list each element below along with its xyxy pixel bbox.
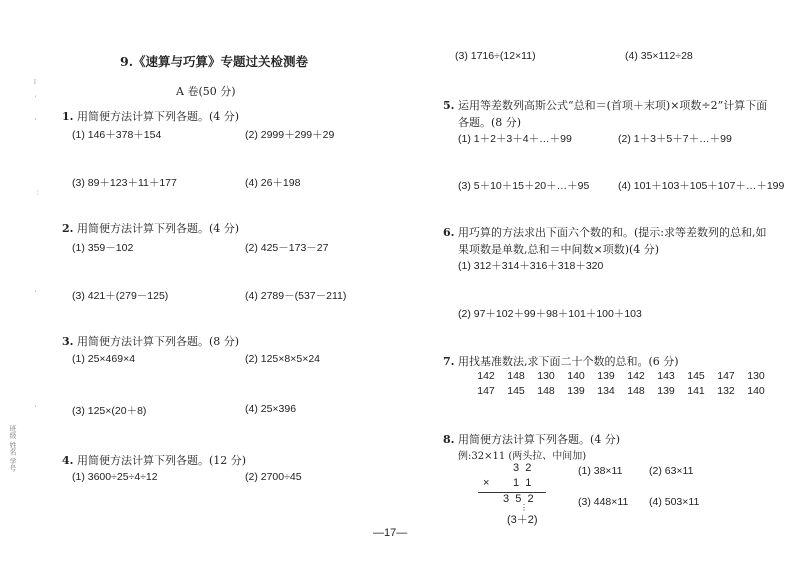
margin-mark: · <box>31 95 39 98</box>
margin-mark: · <box>31 405 39 408</box>
grid-number: 148 <box>507 370 525 382</box>
question-text-cont: 果项数是单数,总和＝中间数×项数)(4 分) <box>458 243 660 256</box>
question-text: 运用等差数列高斯公式“总和＝(首项＋末项)×项数÷2”计算下面 <box>457 99 768 112</box>
grid-number: 147 <box>477 385 495 397</box>
q1-item-2: (2) 2999＋299＋29 <box>245 129 335 141</box>
vertical-carry: (3＋2) <box>507 514 538 526</box>
vertical-op: × <box>483 477 490 489</box>
question-1 <box>62 108 239 124</box>
question-text: 用简便方法计算下列各题。(4 分) <box>76 110 240 123</box>
q3-item-4: (4) 25×396 <box>245 403 297 415</box>
grid-number: 148 <box>537 385 555 397</box>
grid-number: 130 <box>747 370 765 382</box>
q5-item-2: (2) 1＋3＋5＋7＋…＋99 <box>618 133 732 145</box>
grid-number: 141 <box>687 385 705 397</box>
question-2 <box>62 220 239 236</box>
section-title: A 卷(50 分) <box>176 85 236 98</box>
grid-number: 142 <box>477 370 495 382</box>
vertical-result: 3 5 2 <box>503 493 534 505</box>
page-number: —17— <box>373 527 408 539</box>
carry-dots: ⋮ <box>520 503 528 512</box>
question-text: 用简便方法计算下列各题。(8 分) <box>76 335 240 348</box>
question-text: 用找基准数法,求下面二十个数的总和。(6 分) <box>457 355 679 368</box>
question-number: 1. <box>62 110 74 123</box>
margin-label: 班级 姓名 学号 <box>9 425 17 472</box>
q8-item-1: (1) 38×11 <box>578 465 623 477</box>
question-4 <box>62 452 246 468</box>
grid-number: 139 <box>567 385 585 397</box>
margin-mark: · <box>31 118 39 121</box>
q1-item-3: (3) 89＋123＋11＋177 <box>72 177 177 189</box>
q5-item-3: (3) 5＋10＋15＋20＋…＋95 <box>458 180 590 192</box>
vertical-mid: 1 1 <box>513 477 532 489</box>
question-text: 用简便方法计算下列各题。(4 分) <box>76 222 240 235</box>
q4-item-2: (2) 2700÷45 <box>245 471 302 483</box>
grid-number: 147 <box>717 370 735 382</box>
margin-mark: · <box>31 290 39 293</box>
grid-number: 142 <box>627 370 645 382</box>
q1-item-4: (4) 26＋198 <box>245 177 301 189</box>
grid-number: 143 <box>657 370 675 382</box>
question-number: 5. <box>443 99 455 112</box>
q3-item-3: (3) 125×(20＋8) <box>72 405 147 417</box>
grid-number: 132 <box>717 385 735 397</box>
q8-item-4: (4) 503×11 <box>649 496 700 508</box>
number-row-1 <box>471 370 771 382</box>
grid-number: 134 <box>597 385 615 397</box>
question-8 <box>443 431 620 447</box>
question-text-cont: 各题。(8 分) <box>458 116 522 129</box>
grid-number: 148 <box>627 385 645 397</box>
question-number: 3. <box>62 335 74 348</box>
q3-item-1: (1) 25×469×4 <box>72 353 136 365</box>
q4-item-1: (1) 3600÷25÷4÷12 <box>72 471 158 483</box>
grid-number: 145 <box>687 370 705 382</box>
question-text: 用简便方法计算下列各题。(4 分) <box>457 433 621 446</box>
q2-item-3: (3) 421＋(279－125) <box>72 290 169 302</box>
grid-number: 140 <box>567 370 585 382</box>
grid-number: 130 <box>537 370 555 382</box>
question-number: 7. <box>443 355 455 368</box>
grid-number: 145 <box>507 385 525 397</box>
question-5 <box>443 97 767 113</box>
grid-number: 139 <box>657 385 675 397</box>
q2-item-4: (4) 2789－(537－211) <box>245 290 347 302</box>
grid-number: 140 <box>747 385 765 397</box>
q5-item-1: (1) 1＋2＋3＋4＋…＋99 <box>458 133 572 145</box>
grid-number: 139 <box>597 370 615 382</box>
question-number: 2. <box>62 222 74 235</box>
q8-item-2: (2) 63×11 <box>649 465 694 477</box>
question-6 <box>443 224 766 240</box>
question-number: 4. <box>62 454 74 467</box>
number-row-2 <box>471 385 771 397</box>
q5-item-4: (4) 101＋103＋105＋107＋…＋199 <box>618 180 785 192</box>
question-text: 用巧算的方法求出下面六个数的和。(提示:求等差数列的总和,如 <box>457 226 767 239</box>
q4-item-3: (3) 1716÷(12×11) <box>455 50 536 62</box>
q2-item-2: (2) 425－173－27 <box>245 242 329 254</box>
q6-item-2: (2) 97＋102＋99＋98＋101＋100＋103 <box>458 308 642 320</box>
q2-item-1: (1) 359－102 <box>72 242 134 254</box>
question-number: 6. <box>443 226 455 239</box>
question-number: 8. <box>443 433 455 446</box>
vertical-top: 3 2 <box>513 462 532 474</box>
question-text: 用简便方法计算下列各题。(12 分) <box>76 454 247 467</box>
q3-item-2: (2) 125×8×5×24 <box>245 353 321 365</box>
q4-item-4: (4) 35×112÷28 <box>625 50 693 62</box>
question-7 <box>443 353 679 369</box>
q8-item-3: (3) 448×11 <box>578 496 629 508</box>
question-3 <box>62 333 239 349</box>
q1-item-1: (1) 146＋378＋154 <box>72 129 162 141</box>
margin-mark: ： <box>32 190 40 197</box>
binding-margin <box>0 0 40 566</box>
page-title: 9.《速算与巧算》专题过关检测卷 <box>120 54 309 69</box>
example-label: 例:32×11 (两头拉、中间加) <box>458 451 587 462</box>
margin-mark: ー <box>31 78 39 85</box>
q6-item-1: (1) 312＋314＋316＋318＋320 <box>458 260 604 272</box>
